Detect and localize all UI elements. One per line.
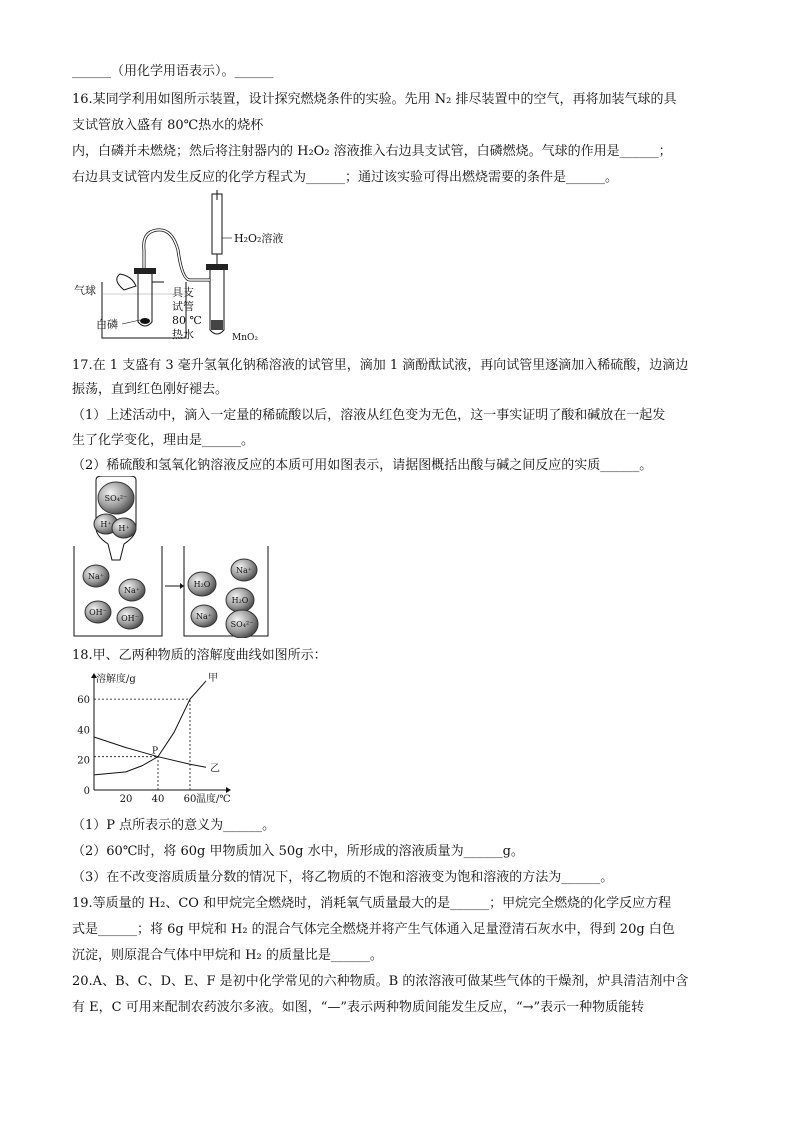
particle-after-4 xyxy=(226,610,258,638)
particle-label: Na⁺ xyxy=(236,566,252,575)
q16-line-1: 16.某同学利用如图所示装置，设计探究燃烧条件的实验。先用 N₂ 排尽装置中的空气，再将加装气球的具 xyxy=(72,92,677,107)
particle-before-2 xyxy=(85,601,111,623)
x-tick-60: 60 xyxy=(183,794,197,805)
point-p-label: P xyxy=(152,746,159,757)
h2o2-label: H₂O₂溶液 xyxy=(234,232,284,245)
x-axis-arrow xyxy=(226,787,231,793)
white-phosphorus-label: 白磷 xyxy=(96,318,118,331)
y-tick-40: 40 xyxy=(77,725,90,737)
particle-after-0 xyxy=(188,572,216,596)
q19-line-3: 沉淀，则原混合气体中甲烷和 H₂ 的质量比是______。 xyxy=(72,948,383,963)
q17-line-2: 振荡，直到红色刚好褪去。 xyxy=(72,382,229,397)
mno2-label: MnO₂ xyxy=(232,333,258,342)
particle-dropper-2 xyxy=(112,518,136,538)
tube-label-1: 具支 xyxy=(172,286,194,299)
particle-label: H⁺ xyxy=(100,520,112,529)
particle-label: OH⁻ xyxy=(89,608,107,617)
y-tick-20: 20 xyxy=(77,755,90,767)
q18-sub3-line: （3）在不改变溶质质量分数的情况下，将乙物质的不饱和溶液变为饱和溶液的方法为______。 xyxy=(72,870,614,885)
x-tick-40: 40 xyxy=(151,794,165,805)
q17-sub1-line-2: 生了化学变化，理由是______。 xyxy=(72,433,255,448)
series-line-1 xyxy=(94,737,206,767)
q20-line-2: 有 E，C 可用来配制农药波尔多液。如图，“—”表示两种物质间能发生反应，“→”表示一种物质能转 xyxy=(72,1000,645,1015)
series-line-0 xyxy=(94,681,206,775)
particle-label: H₂O xyxy=(193,580,211,589)
particle-label: Na⁺ xyxy=(196,612,212,621)
particle-before-3 xyxy=(117,607,143,629)
y-axis-label: 溶解度/g xyxy=(96,674,136,685)
particle-label: OH⁻ xyxy=(121,614,139,623)
particle-label: SO₄²⁻ xyxy=(104,494,128,503)
particle-after-3 xyxy=(191,605,217,627)
q16-line-4: 右边具支试管内发生反应的化学方程式为______；通过该实验可得出燃烧需要的条件是______。 xyxy=(72,170,619,185)
solubility-chart xyxy=(72,672,232,806)
particle-before-1 xyxy=(119,579,145,601)
particle-before-0 xyxy=(83,565,109,587)
q17-sub2-line: （2）稀硫酸和氢氧化钠溶液反应的本质可用如图表示，请据图概括出酸与碱之间反应的实质______。 xyxy=(72,458,653,473)
series-label-1: 乙 xyxy=(210,763,220,775)
y-tick-0: 0 xyxy=(83,786,90,797)
balloon-label: 气球 xyxy=(74,284,96,297)
q20-line-1: 20.A、B、C、D、E、F 是初中化学常见的六种物质。B 的浓溶液可做某些气体的干燥剂，炉具清洁剂中含 xyxy=(72,974,689,989)
q18-sub2-line: （2）60℃时，将 60g 甲物质加入 50g 水中，所形成的溶液质量为______g。 xyxy=(72,844,524,859)
combustion-apparatus-figure xyxy=(72,190,302,342)
particle-label: H⁺ xyxy=(118,524,130,533)
water-label-1: 80 ℃ xyxy=(172,314,202,327)
tube-label-2: 试管 xyxy=(172,300,194,313)
q16-line-3: 内，白磷并未燃烧；然后将注射器内的 H₂O₂ 溶液推入右边具支试管，白磷燃烧。气球的作用是______； xyxy=(72,144,672,159)
answer-line-15: ______（用化学用语表示）。______ xyxy=(72,64,274,79)
series-label-0: 甲 xyxy=(208,672,218,684)
q17-sub1-line-1: （1）上述活动中，滴入一定量的稀硫酸以后，溶液从红色变为无色，这一事实证明了酸和碱放在一起发 xyxy=(72,408,666,423)
particle-label: Na⁺ xyxy=(124,586,140,595)
particle-dropper-0 xyxy=(98,482,134,514)
q17-line-1: 17.在 1 支盛有 3 毫升氢氧化钠稀溶液的试管里，滴加 1 滴酚酞试液，再向试管里逐滴加入稀硫酸，边滴边 xyxy=(72,358,689,373)
particle-after-2 xyxy=(226,588,254,612)
particle-label: H₂O xyxy=(231,596,249,605)
q19-line-2: 式是______；将 6g 甲烷和 H₂ 的混合气体完全燃烧并将产生气体通入足量澄清石灰水中，得到 20g 白色 xyxy=(72,922,675,937)
neutralization-particle-figure xyxy=(72,476,272,638)
q19-line-1: 19.等质量的 H₂、CO 和甲烷完全燃烧时，消耗氧气质量最大的是______；甲烷完全燃烧的化学反应方程 xyxy=(72,896,672,911)
y-tick-60: 60 xyxy=(77,695,90,707)
x-axis-label: 温度/℃ xyxy=(196,794,231,805)
water-label-2: 热水 xyxy=(172,328,194,341)
q16-line-2: 支试管放入盛有 80℃热水的烧杯 xyxy=(72,118,264,133)
q18-line: 18.甲、乙两种物质的溶解度曲线如图所示： xyxy=(72,648,327,663)
x-tick-20: 20 xyxy=(119,794,133,805)
q18-sub1-line: （1）P 点所表示的意义为______。 xyxy=(72,818,276,833)
particle-after-1 xyxy=(231,559,257,581)
particle-label: SO₄²⁻ xyxy=(230,620,254,629)
particle-label: Na⁺ xyxy=(88,572,104,581)
